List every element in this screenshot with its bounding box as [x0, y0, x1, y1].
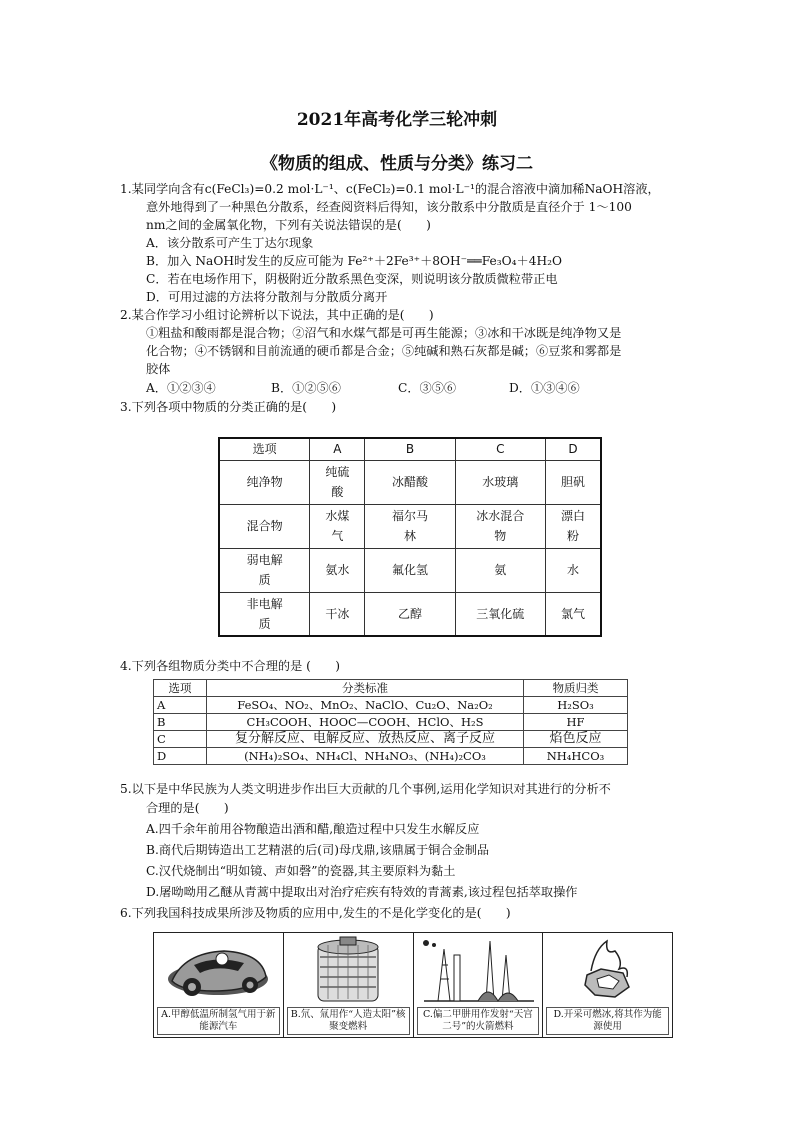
- table-header-cell: A: [310, 438, 365, 460]
- table-cell-text: 水煤气: [325, 509, 350, 543]
- table-cell: [365, 504, 455, 548]
- table-row: [154, 748, 628, 765]
- q5-stem-line1: 5.以下是中华民族为人类文明进步作出巨大贡献的几个事例,运用化学知识对其进行的分析不: [120, 782, 611, 796]
- q5-option-d: D.屠呦呦用乙醚从青蒿中提取出对治疗疟疾有特效的青蒿素,该过程包括萃取操作: [146, 885, 578, 899]
- table-cell: H₂SO₃: [524, 697, 628, 714]
- table-cell: CH₃COOH、HOOC—COOH、HClO、H₂S: [207, 714, 524, 731]
- table-cell: [310, 460, 365, 504]
- table-cell-text: 福尔马林: [391, 509, 428, 543]
- table-cell: 水玻璃: [455, 460, 545, 504]
- table-cell: 水: [545, 548, 601, 592]
- table-row: [219, 592, 601, 636]
- table-row: [219, 548, 601, 592]
- table-cell: FeSO₄、NO₂、MnO₂、NaClO、Cu₂O、Na₂O₂: [207, 697, 524, 714]
- table-cell: 冰醋酸: [365, 460, 455, 504]
- table-header-cell: 选项: [219, 438, 310, 460]
- table-cell: D: [154, 748, 207, 765]
- q5-option-b: B.商代后期铸造出工艺精湛的后(司)母戊鼎,该鼎属于铜合金制品: [146, 843, 490, 857]
- table-header-row: [219, 438, 601, 460]
- q1-option-d: D．可用过滤的方法将分散剂与分散质分离开: [146, 290, 388, 304]
- page-title: 2021年高考化学三轮冲刺: [296, 110, 498, 130]
- table-cell: [219, 548, 310, 592]
- table-cell: 氯气: [545, 592, 601, 636]
- q6-caption-a: A.甲醇低温所制氢气用于新能源汽车: [157, 1007, 280, 1035]
- q6-image-c: [414, 933, 544, 1037]
- table-header-cell: C: [455, 438, 545, 460]
- table-cell-text: 纯硫酸: [325, 465, 350, 499]
- q5-option-c: C.汉代烧制出“明如镜、声如磬”的瓷器,其主要原料为黏土: [146, 864, 456, 878]
- table-cell: [455, 504, 545, 548]
- table-header-cell: D: [545, 438, 601, 460]
- table-cell: [545, 504, 601, 548]
- table-cell: C: [154, 731, 207, 748]
- q2-option-a: A．①②③④: [146, 381, 216, 395]
- q4-classification-table: [153, 679, 628, 765]
- rocket-launch-illustration: [414, 935, 543, 1007]
- table-cell-text: 漂白粉: [560, 509, 585, 543]
- q2-statement-line1: ①粗盐和酸雨都是混合物；②沼气和水煤气都是可再生能源；③冰和干冰既是纯净物又是: [146, 326, 622, 340]
- q6-image-d: [543, 933, 672, 1037]
- table-cell-text: 非电解质: [246, 596, 283, 631]
- table-cell: (NH₄)₂SO₄、NH₄Cl、NH₄NO₃、(NH₄)₂CO₃: [207, 748, 524, 765]
- q3-classification-table: [218, 437, 602, 637]
- q5-stem-line2: 合理的是( ): [146, 801, 229, 815]
- table-cell: 混合物: [219, 504, 310, 548]
- table-row: [219, 460, 601, 504]
- q1-stem-line2: 意外地得到了一种黑色分散系，经查阅资料后得知，该分散系中分散质是直径介于 1～100: [146, 200, 632, 214]
- q1-option-b: B．加入 NaOH时发生的反应可能为 Fe²⁺＋2Fe³⁺＋8OH⁻══Fe₃O₄＋4H₂O: [146, 254, 562, 268]
- q5-option-a: A.四千余年前用谷物酿造出酒和醋,酿造过程中只发生水解反应: [146, 822, 480, 836]
- q6-caption-b: B.氘、氚用作“人造太阳”核聚变燃料: [287, 1007, 410, 1035]
- q1-stem-line1: 1.某同学向含有c(FeCl₃)=0.2 mol·L⁻¹、c(FeCl₂)=0.1 mol·L⁻¹的混合溶液中滴加稀NaOH溶液，: [120, 182, 660, 196]
- q2-statement-line3: 胶体: [146, 362, 171, 376]
- table-cell: 胆矾: [545, 460, 601, 504]
- table-cell: 乙醇: [365, 592, 455, 636]
- q6-image-b: [284, 933, 414, 1037]
- q1-stem-line3: nm之间的金属氧化物，下列有关说法错误的是( ): [146, 218, 431, 232]
- flammable-ice-illustration: [543, 935, 672, 1007]
- q6-caption-c: C.偏二甲肼用作发射“天宫二号”的火箭燃料: [417, 1007, 540, 1035]
- table-cell: 三氧化硫: [455, 592, 545, 636]
- table-row: [154, 731, 628, 748]
- q1-option-c: C．若在电场作用下，阴极附近分散系黑色变深，则说明该分散质微粒带正电: [146, 272, 558, 286]
- table-header-cell: 物质归类: [524, 680, 628, 697]
- table-cell: 复分解反应、电解反应、放热反应、离子反应: [207, 731, 524, 748]
- hydrogen-car-illustration: [154, 935, 283, 1007]
- table-header-cell: 选项: [154, 680, 207, 697]
- q6-image-strip: [153, 932, 673, 1038]
- q4-stem: 4.下列各组物质分类中不合理的是 ( ): [120, 659, 341, 673]
- q2-option-b: B．①②⑤⑥: [271, 381, 341, 395]
- q2-statement-line2: 化合物；④不锈钢和目前流通的硬币都是合金；⑤纯碱和熟石灰都是碱；⑥豆浆和雾都是: [146, 344, 622, 358]
- table-cell: 氟化氢: [365, 548, 455, 592]
- table-cell: 氨: [455, 548, 545, 592]
- q6-caption-d: D.开采可燃冰,将其作为能源使用: [546, 1007, 669, 1035]
- q2-option-c: C．③⑤⑥: [398, 381, 457, 395]
- q6-stem: 6.下列我国科技成果所涉及物质的应用中,发生的不是化学变化的是( ): [120, 906, 511, 920]
- q2-option-d: D．①③④⑥: [509, 381, 580, 395]
- table-cell: HF: [524, 714, 628, 731]
- q3-stem: 3.下列各项中物质的分类正确的是( ): [120, 400, 337, 414]
- fusion-reactor-illustration: [284, 935, 413, 1007]
- q2-stem: 2.某合作学习小组讨论辨析以下说法，其中正确的是( ): [120, 308, 434, 322]
- q6-image-a: [154, 933, 284, 1037]
- table-cell: 氨水: [310, 548, 365, 592]
- table-cell: 干冰: [310, 592, 365, 636]
- table-cell: 焰色反应: [524, 731, 628, 748]
- table-cell: B: [154, 714, 207, 731]
- table-header-row: [154, 680, 628, 697]
- table-cell: NH₄HCO₃: [524, 748, 628, 765]
- table-row: [154, 714, 628, 731]
- q1-option-a: A．该分散系可产生丁达尔现象: [146, 236, 314, 250]
- table-header-cell: B: [365, 438, 455, 460]
- table-cell: [310, 504, 365, 548]
- page-subtitle: 《物质的组成、性质与分类》练习二: [261, 154, 533, 174]
- table-cell-text: 弱电解质: [246, 553, 283, 587]
- table-header-cell: 分类标准: [207, 680, 524, 697]
- table-cell: A: [154, 697, 207, 714]
- table-row: [154, 697, 628, 714]
- table-cell-text: 冰水混合物: [476, 509, 525, 543]
- table-row: [219, 504, 601, 548]
- table-cell: 纯净物: [219, 460, 310, 504]
- table-cell: [219, 592, 310, 636]
